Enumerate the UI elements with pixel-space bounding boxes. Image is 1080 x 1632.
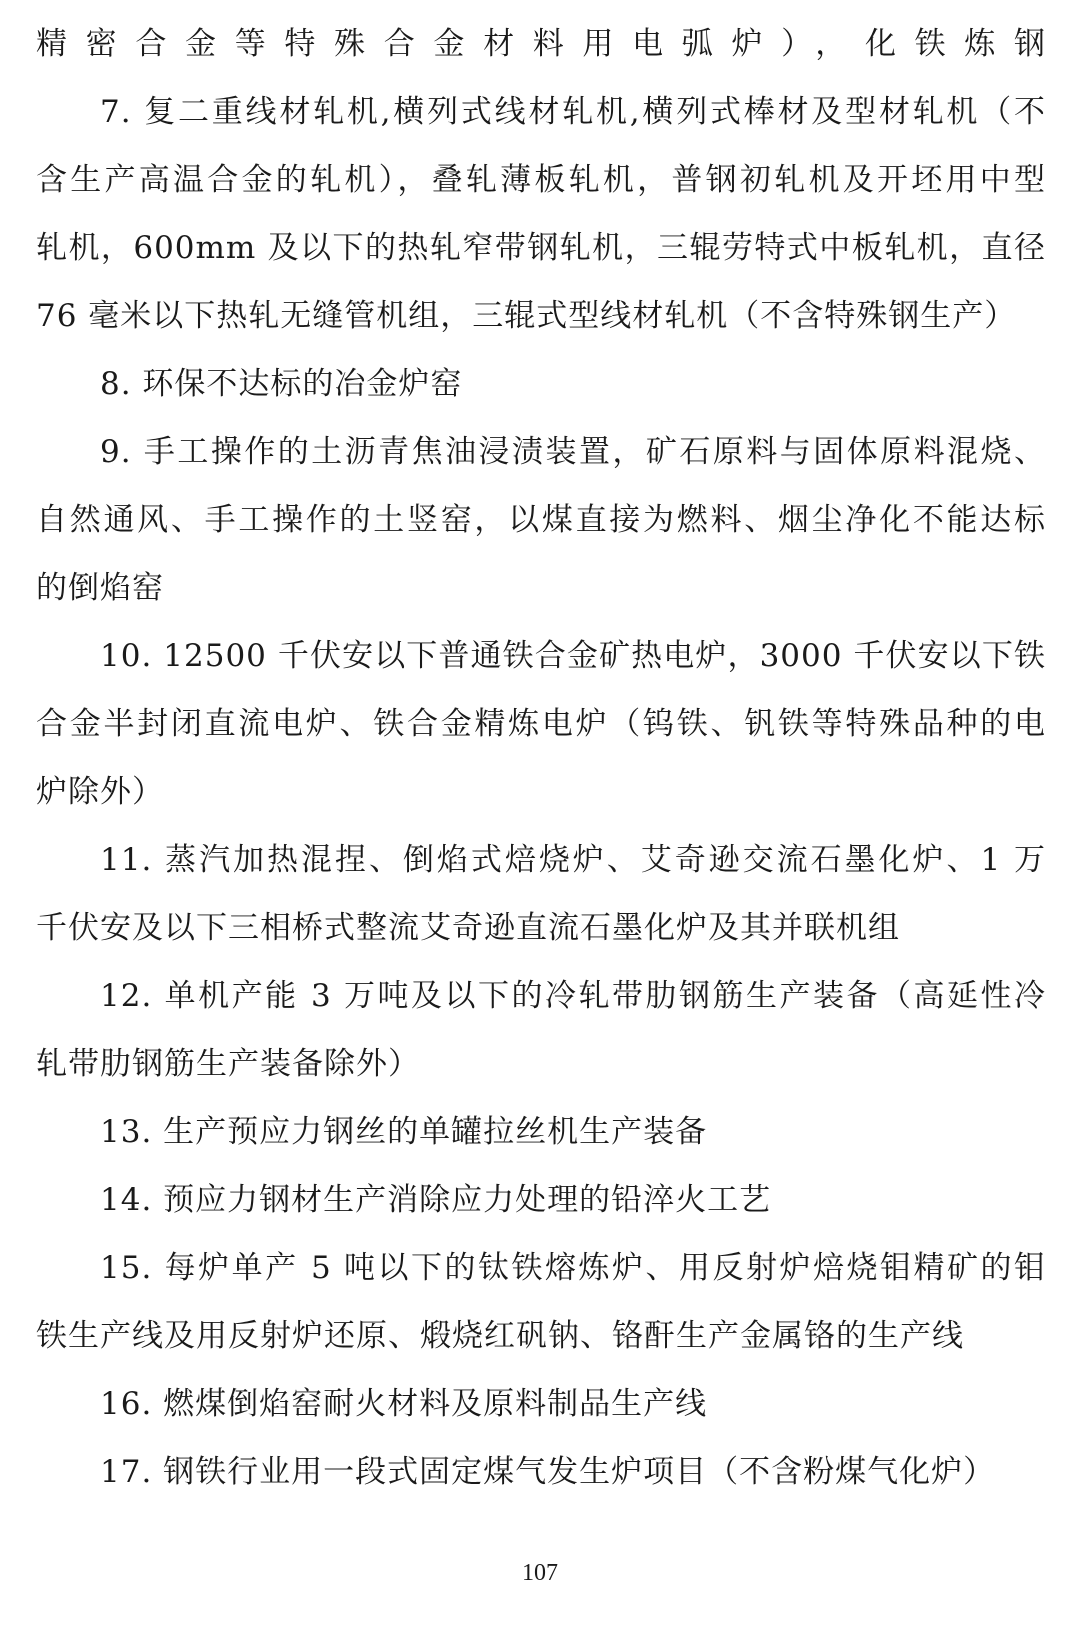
text-line-8: 自然通风、手工操作的土竖窑，以煤直接为燃料、烟尘净化不能达标 [36,502,1046,538]
text-line-15: 12. 单机产能 3 万吨及以下的冷轧带肋钢筋生产装备（高延性冷 [100,978,1046,1014]
text-line-20: 铁生产线及用反射炉还原、煅烧红矾钠、铬酐生产金属铬的生产线 [36,1318,964,1354]
text-line-6: 8. 环保不达标的冶金炉窑 [100,366,463,402]
text-line-4: 轧机，600mm 及以下的热轧窄带钢轧机，三辊劳特式中板轧机，直径 [36,230,1046,266]
document-body [36,10,1046,1506]
text-line-7: 9. 手工操作的土沥青焦油浸渍装置，矿石原料与固体原料混烧、 [100,434,1046,470]
text-line-10: 10. 12500 千伏安以下普通铁合金矿热电炉，3000 千伏安以下铁 [100,638,1046,674]
text-line-16: 轧带肋钢筋生产装备除外） [36,1046,420,1082]
text-line-13: 11. 蒸汽加热混捏、倒焰式焙烧炉、艾奇逊交流石墨化炉、1 万 [100,842,1046,878]
text-line-1: 精密合金等特殊合金材料用电弧炉），化铁炼钢 [36,26,1046,62]
text-line-22: 17. 钢铁行业用一段式固定煤气发生炉项目（不含粉煤气化炉） [100,1454,996,1490]
text-line-14: 千伏安及以下三相桥式整流艾奇逊直流石墨化炉及其并联机组 [36,910,900,946]
text-line-12: 炉除外） [36,774,164,810]
text-line-19: 15. 每炉单产 5 吨以下的钛铁熔炼炉、用反射炉焙烧钼精矿的钼 [100,1250,1046,1286]
text-line-3: 含生产高温合金的轧机），叠轧薄板轧机，普钢初轧机及开坯用中型 [36,162,1046,198]
text-line-17: 13. 生产预应力钢丝的单罐拉丝机生产装备 [100,1114,708,1150]
text-line-21: 16. 燃煤倒焰窑耐火材料及原料制品生产线 [100,1386,708,1422]
text-line-9: 的倒焰窑 [36,570,164,606]
page-number: 107 [522,1560,558,1586]
text-line-11: 合金半封闭直流电炉、铁合金精炼电炉（钨铁、钒铁等特殊品种的电 [36,706,1046,742]
text-line-18: 14. 预应力钢材生产消除应力处理的铅淬火工艺 [100,1182,772,1218]
text-line-5: 76 毫米以下热轧无缝管机组，三辊式型线材轧机（不含特殊钢生产） [36,298,1017,334]
text-line-2: 7. 复二重线材轧机,横列式线材轧机,横列式棒材及型材轧机（不 [100,94,1046,130]
